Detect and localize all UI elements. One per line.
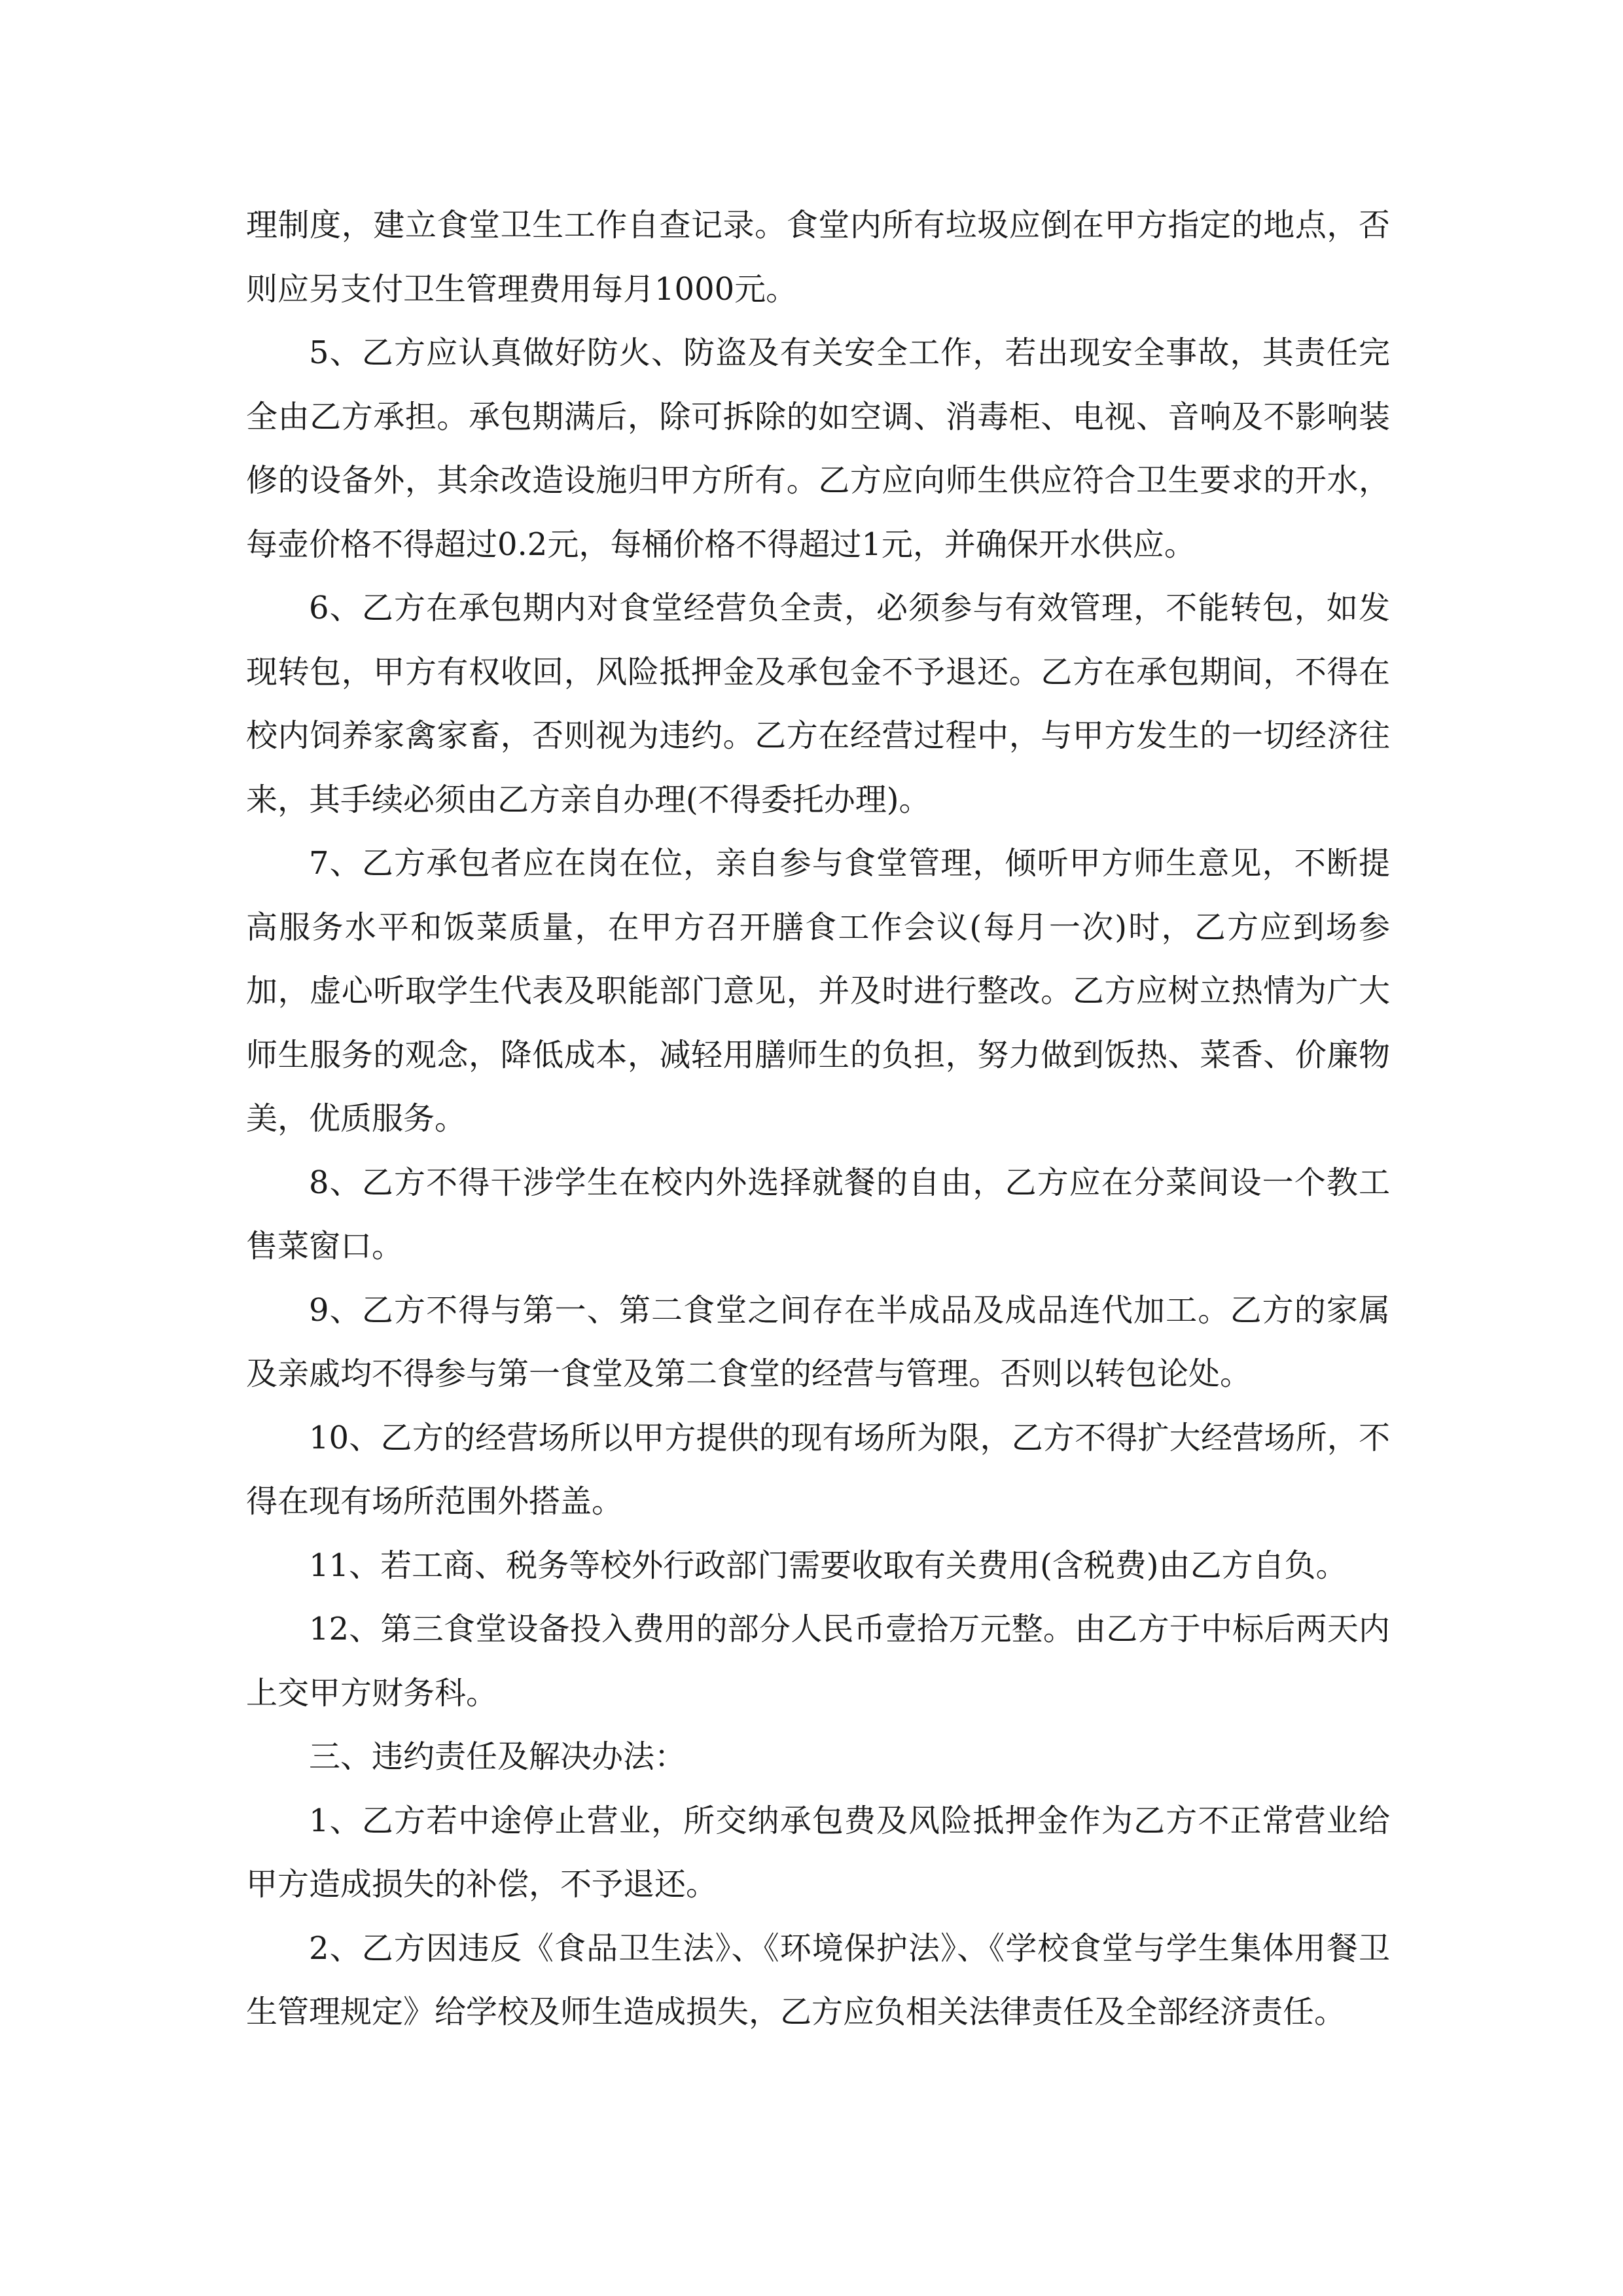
paragraph-clause-10: 10、乙方的经营场所以甲方提供的现有场所为限，乙方不得扩大经营场所，不得在现有场所范围外搭盖。 [246,1419,1390,1520]
document-body [246,194,1390,2045]
paragraph-clause-8: 8、乙方不得干涉学生在校内外选择就餐的自由，乙方应在分菜间设一个教工售菜窗口。 [246,1164,1390,1265]
paragraph-clause-11: 11、若工商、税务等校外行政部门需要收取有关费用(含税费)由乙方自负。 [309,1547,1347,1584]
paragraph-clause-6: 6、乙方在承包期内对食堂经营负全责，必须参与有效管理，不能转包，如发现转包，甲方有权收回，风险抵押金及承包金不予退还。乙方在承包期间，不得在校内饲养家禽家畜，否则视为违约。乙方在经营过程中，与甲方发生的一切经济往来，其手续必须由乙方亲自办理(不得委托办理)。 [246,590,1390,818]
paragraph-clause-12: 12、第三食堂设备投入费用的部分人民币壹拾万元整。由乙方于中标后两天内上交甲方财务科。 [246,1611,1390,1712]
paragraph-liability-1: 1、乙方若中途停止营业，所交纳承包费及风险抵押金作为乙方不正常营业给甲方造成损失的补偿，不予退还。 [246,1802,1390,1903]
paragraph-clause-7: 7、乙方承包者应在岗在位，亲自参与食堂管理，倾听甲方师生意见，不断提高服务水平和饭菜质量，在甲方召开膳食工作会议(每月一次)时，乙方应到场参加，虚心听取学生代表及职能部门意见，并及时进行整改。乙方应树立热情为广大师生服务的观念，降低成本，减轻用膳师生的负担，努力做到饭热、菜香、价廉物美，优质服务。 [246,845,1390,1137]
paragraph-clause-9: 9、乙方不得与第一、第二食堂之间存在半成品及成品连代加工。乙方的家属及亲戚均不得参与第一食堂及第二食堂的经营与管理。否则以转包论处。 [246,1291,1390,1392]
paragraph-liability-2: 2、乙方因违反《食品卫生法》、《环境保护法》、《学校食堂与学生集体用餐卫生管理规定》给学校及师生造成损失，乙方应负相关法律责任及全部经济责任。 [246,1929,1390,2030]
section-heading-liability: 三、违约责任及解决办法： [309,1738,687,1775]
paragraph-clause-5: 5、乙方应认真做好防火、防盗及有关安全工作，若出现安全事故，其责任完全由乙方承担。承包期满后，除可拆除的如空调、消毒柜、电视、音响及不影响装修的设备外，其余改造设施归甲方所有。乙方应向师生供应符合卫生要求的开水，每壶价格不得超过0.2元，每桶价格不得超过1元，并确保开水供应。 [246,334,1390,563]
paragraph-hygiene-continuation: 理制度，建立食堂卫生工作自查记录。食堂内所有垃圾应倒在甲方指定的地点，否则应另支付卫生管理费用每月1000元。 [246,207,1390,308]
